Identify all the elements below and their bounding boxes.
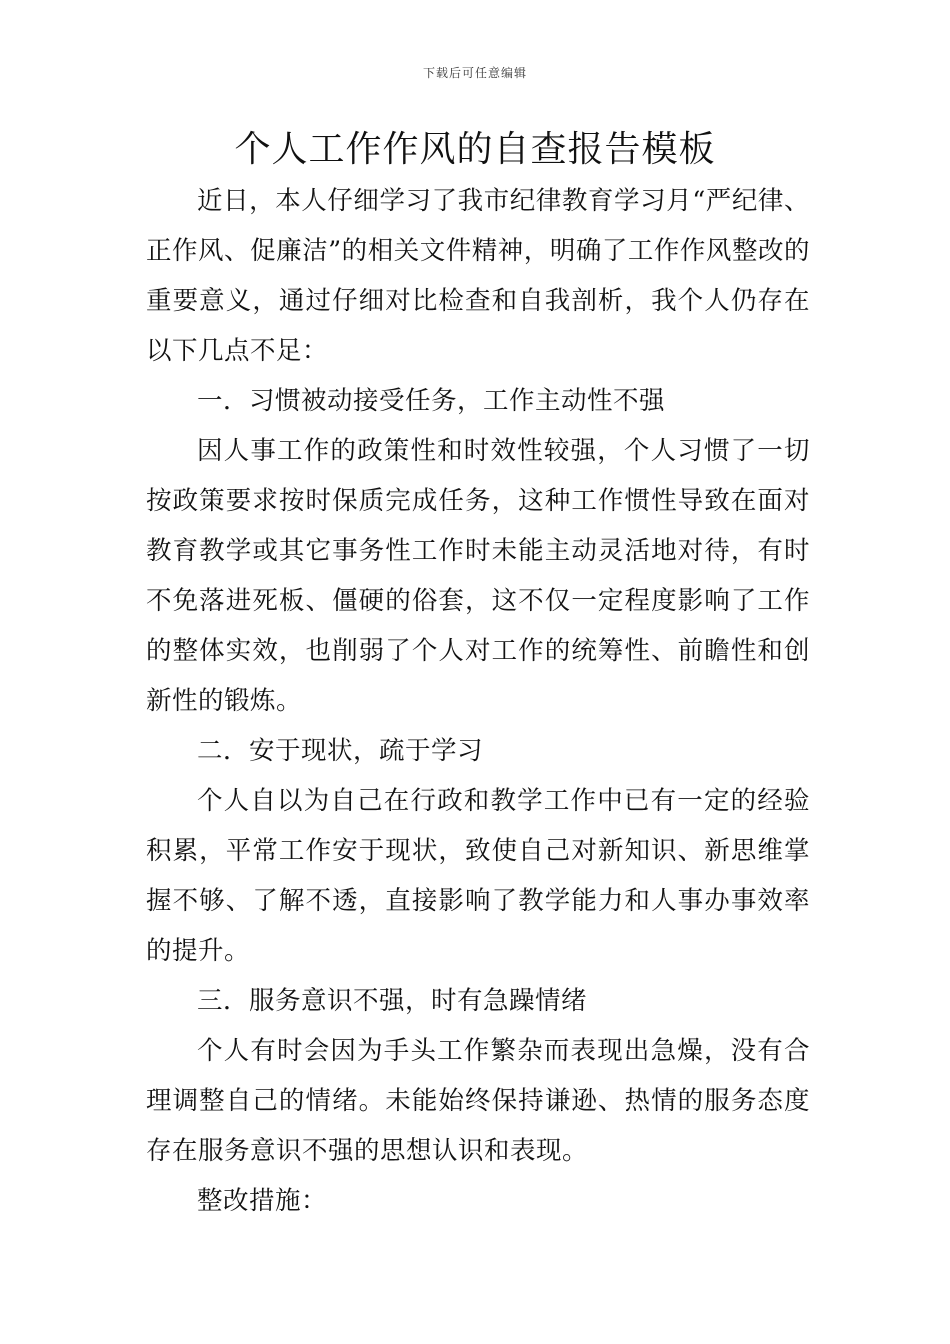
section-heading-1: 一．习惯被动接受任务，工作主动性不强 bbox=[197, 386, 666, 416]
document-body bbox=[146, 176, 810, 1226]
section-heading-3: 三．服务意识不强，时有急躁情绪 bbox=[197, 986, 588, 1016]
header-note: 下载后可任意编辑 bbox=[422, 66, 527, 80]
section-body-2: 个人自以为自己在行政和教学工作中已有一定的经验积累，平常工作安于现状，致使自己对新知识、新思维掌握不够、了解不透，直接影响了教学能力和人事办事效率的提升。 bbox=[146, 786, 810, 966]
intro-paragraph: 近日，本人仔细学习了我市纪律教育学习月“严纪律、正作风、促廉洁”的相关文件精神，明确了工作作风整改的重要意义，通过仔细对比检查和自我剖析，我个人仍存在以下几点不足： bbox=[146, 186, 810, 366]
section-body-3: 个人有时会因为手头工作繁杂而表现出急燥，没有合理调整自己的情绪。未能始终保持谦逊、热情的服务态度存在服务意识不强的思想认识和表现。 bbox=[146, 1036, 810, 1166]
section-body-1: 因人事工作的政策性和时效性较强，个人习惯了一切按政策要求按时保质完成任务，这种工作惯性导致在面对教育教学或其它事务性工作时未能主动灵活地对待，有时不免落进死板、僵硬的俗套，这不仅一定程度影响了工作的整体实效，也削弱了个人对工作的统筹性、前瞻性和创新性的锻炼。 bbox=[146, 436, 810, 716]
document-title: 个人工作作风的自查报告模板 bbox=[234, 129, 716, 170]
closing-heading: 整改措施： bbox=[197, 1186, 328, 1216]
section-heading-2: 二．安于现状，疏于学习 bbox=[197, 736, 484, 766]
